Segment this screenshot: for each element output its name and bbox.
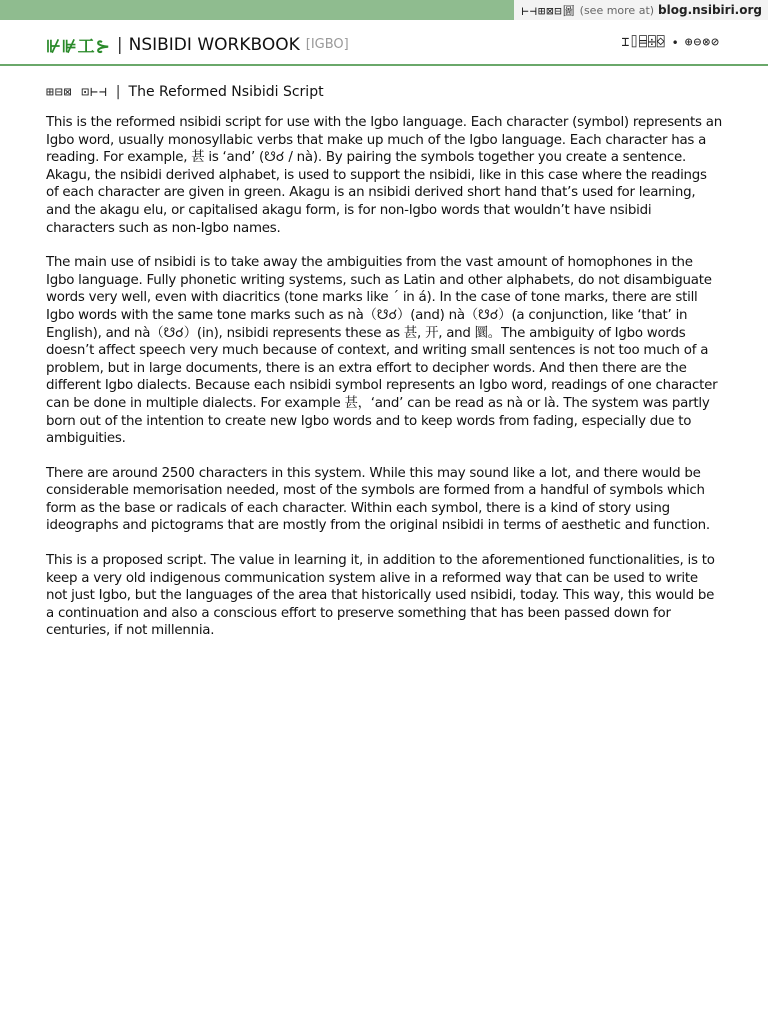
nsibidi-glyphs-topbar: ⊢⊣⊞⊠⊟圖	[521, 3, 576, 18]
page-title: The Reformed Nsibidi Script	[128, 84, 324, 100]
see-more-label: (see more at)	[579, 3, 655, 17]
breadcrumb	[46, 84, 722, 100]
title-divider: |	[116, 34, 123, 55]
top-banner	[0, 0, 768, 20]
blog-link[interactable]: blog.nsibiri.org	[658, 3, 762, 17]
site-header	[0, 20, 768, 66]
site-title: NSIBIDI WORKBOOK	[128, 34, 300, 55]
paragraph-characters: There are around 2500 characters in this system. While this may sound like a lot, and there would be considerable memorisation needed, most of the symbols are formed from a handful of symbols which form as the base or radicals of each character. Within each symbol, there is a kind of story using ideographs and pictograms that are mostly from the original nsibidi in terms of aesthetic and function.	[46, 465, 710, 534]
nsibidi-breadcrumb-glyphs: ⊞⊟⊠ ⊡⊢⊣	[46, 84, 108, 100]
brand[interactable]	[46, 32, 349, 57]
breadcrumb-separator: |	[115, 84, 121, 100]
paragraph-proposal: This is a proposed script. The value in learning it, in addition to the aforementioned functionalities, is to keep a very old indigenous communication system alive in a reformed way that can be used to write not just Igbo, but the languages of the area that historically used nsibidi, today. This way, this would be a continuation and also a conscious effort to preserve something that has been passed down for centuries, if not millennia.	[46, 553, 715, 639]
nav-dot: •	[671, 35, 679, 50]
see-more-bar	[514, 0, 768, 20]
main-content	[46, 84, 722, 657]
header-nav	[621, 35, 720, 50]
nsibidi-logo-icon: ⊮⊯工⊱	[46, 37, 111, 57]
nsibidi-nav-glyphs-2[interactable]: ⊕⊖⊗⊘	[684, 35, 720, 50]
language-tag: [IGBO]	[305, 37, 349, 52]
paragraph-homophones: The main use of nsibidi is to take away the ambiguities from the vast amount of homophones in the Igbo language. Fully phonetic writing systems, such as Latin and other alphabets, do not disambiguate words very well, even with diacritics (tone marks like ´ in á). In the case of tone marks, there are still Igbo words with the same tone marks such as nà（☋☌）(and) nà（☋☌）(a conjunction, like ‘that’ in English), and nà（☋☌）(in), nsibidi represents these as 甚, 开, and 圜。The ambiguity of Igbo words doesn’t affect speech very much because of context, and writing small sentences is not too much of a problem, but in large documents, there is an extra effort to decipher words. And then there are the different Igbo dialects. Because each nsibidi symbol represents an Igbo word, readings of one character can be done in multiple dialects. For example 甚，‘and’ can be read as nà or là. The system was partly born out of the intention to create new Igbo words and to keep words from fading, especially due to ambiguities.	[46, 255, 718, 447]
paragraph-intro: This is the reformed nsibidi script for use with the Igbo language. Each character (symbol) represents an Igbo word, usually monosyllabic verbs that make up much of the Igbo language. Each character has a reading. For example, 甚 is ‘and’ (☋☌ / nà). By pairing the symbols together you create a sentence. Akagu, the nsibidi derived alphabet, is used to support the nsibidi, like in this case where the readings of each character are given in green. Akagu is an nsibidi derived short hand that’s used for learning, and the akagu elu, or capitalised akagu form, is for non-Igbo words that wouldn’t have nsibidi characters such as non-Igbo names.	[46, 115, 722, 236]
nsibidi-nav-glyphs-1[interactable]: ⌶⌷⌸⌹⌺	[621, 35, 666, 50]
